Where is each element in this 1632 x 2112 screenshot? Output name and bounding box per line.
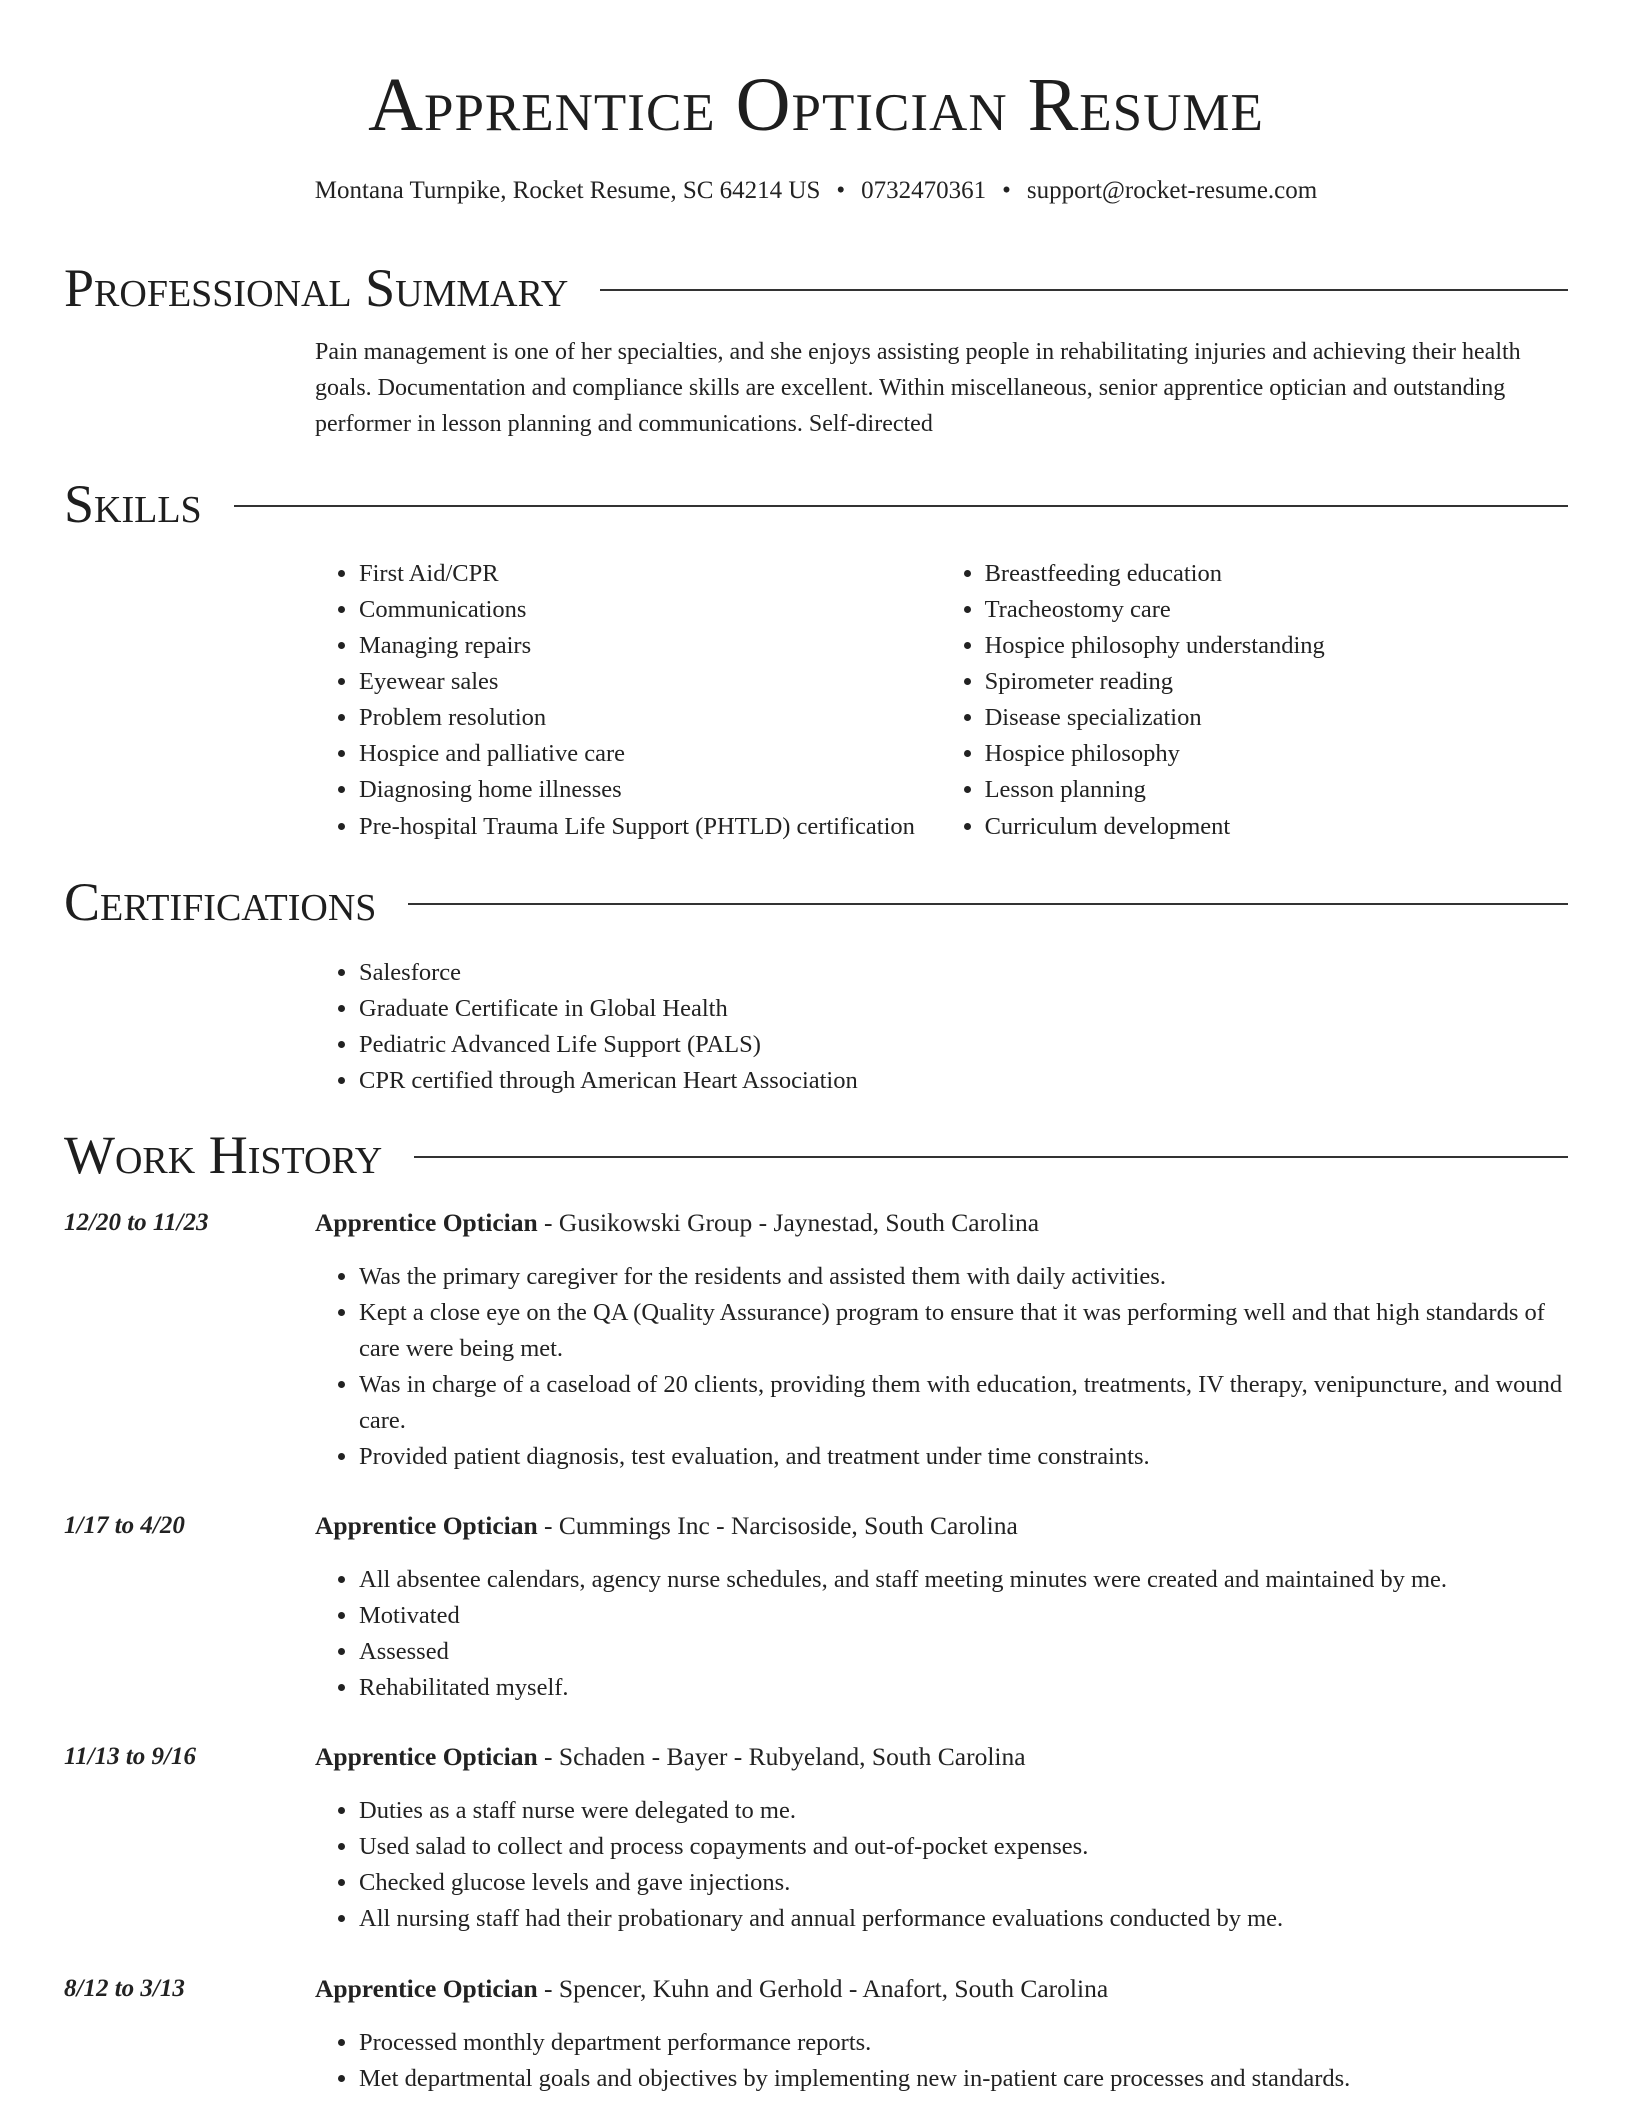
list-item: • Eyewear sales [359, 664, 941, 700]
list-item: • Hospice philosophy [985, 736, 1568, 772]
list-item: • Communications [359, 592, 941, 628]
work-bullets [315, 1562, 1568, 1706]
list-item: • Diagnosing home illnesses [359, 772, 941, 808]
list-item: • Curriculum development [985, 809, 1568, 845]
section-divider [234, 505, 1568, 507]
work-bullets [315, 2025, 1568, 2097]
list-item: • Processed monthly department performance reports. [359, 2025, 1568, 2061]
list-item: • Motivated [359, 1598, 1568, 1634]
list-item: • First Aid/CPR [359, 556, 941, 592]
list-item: • Was in charge of a caseload of 20 clients, providing them with education, treatments, IV therapy, venipuncture, and wound care. [359, 1367, 1568, 1439]
work-heading [315, 1508, 1568, 1544]
list-item: • Was the primary caregiver for the residents and assisted them with daily activities. [359, 1259, 1568, 1295]
section-divider [408, 903, 1568, 905]
list-item: • All nursing staff had their probationary and annual performance evaluations conducted by me. [359, 1901, 1568, 1937]
list-item: • Pre-hospital Trauma Life Support (PHTLD) certification [359, 809, 941, 845]
skills-list [315, 556, 1568, 845]
summary-section-header [64, 256, 1568, 320]
list-item: • Breastfeeding education [985, 556, 1568, 592]
job-employer: - Gusikowski Group - Jaynestad, South Carolina [537, 1208, 1040, 1237]
contact-email: support@rocket-resume.com [1026, 177, 1318, 204]
work-dates: 11/13 to 9/16 [64, 1743, 196, 1770]
job-employer: - Schaden - Bayer - Rubyeland, South Carolina [537, 1742, 1026, 1771]
skills-column-2 [941, 556, 1568, 845]
list-item: • Salesforce [359, 955, 1568, 991]
list-item: • Tracheostomy care [985, 592, 1568, 628]
job-title: Apprentice Optician [315, 1742, 538, 1771]
list-item: • All absentee calendars, agency nurse schedules, and staff meeting minutes were created and maintained by me. [359, 1562, 1568, 1598]
certifications-section-title: Certifications [64, 872, 377, 932]
list-item: • Pediatric Advanced Life Support (PALS) [359, 1027, 1568, 1063]
list-item: • Graduate Certificate in Global Health [359, 991, 1568, 1027]
work-dates: 12/20 to 11/23 [64, 1209, 209, 1236]
summary-text: Pain management is one of her specialties, and she enjoys assisting people in rehabilitating injuries and achieving their health goals. Documentation and compliance skills are excellent. Within miscellaneous, senior apprentice optician and outstanding performer in lesson planning and communications. Self-directed [315, 339, 1521, 437]
work-bullets [315, 1793, 1568, 1937]
work-section-header [64, 1123, 1568, 1187]
work-dates: 8/12 to 3/13 [64, 1975, 185, 2002]
list-item: • Managing repairs [359, 628, 941, 664]
work-heading [315, 1971, 1568, 2007]
summary-section-title: Professional Summary [64, 258, 569, 318]
list-item: • Met departmental goals and objectives by implementing new in-patient care processes and standards. [359, 2061, 1568, 2097]
contact-address: Montana Turnpike, Rocket Resume, SC 64214 US [314, 177, 821, 204]
list-item: • Provided patient diagnosis, test evaluation, and treatment under time constraints. [359, 1439, 1568, 1475]
work-bullets [315, 1259, 1568, 1475]
contact-separator: • [836, 177, 846, 204]
work-heading [315, 1205, 1568, 1241]
list-item: • Used salad to collect and process copayments and out-of-pocket expenses. [359, 1829, 1568, 1865]
skills-section-header [64, 472, 1568, 536]
contact-phone: 0732470361 [861, 177, 987, 204]
list-item: • Kept a close eye on the QA (Quality Assurance) program to ensure that it was performing well and that high standards of care were being met. [359, 1295, 1568, 1367]
list-item: • Lesson planning [985, 772, 1568, 808]
list-item: • Checked glucose levels and gave injections. [359, 1865, 1568, 1901]
list-item: • Disease specialization [985, 700, 1568, 736]
job-title: Apprentice Optician [315, 1511, 538, 1540]
list-item: • CPR certified through American Heart Association [359, 1063, 1568, 1099]
list-item: • Spirometer reading [985, 664, 1568, 700]
work-dates: 1/17 to 4/20 [64, 1512, 185, 1539]
work-heading [315, 1739, 1568, 1775]
section-divider [600, 289, 1568, 291]
skills-section-title: Skills [64, 474, 202, 534]
certifications-section-header [64, 870, 1568, 934]
list-item: • Hospice philosophy understanding [985, 628, 1568, 664]
job-employer: - Cummings Inc - Narcisoside, South Carolina [537, 1511, 1018, 1540]
list-item: • Assessed [359, 1634, 1568, 1670]
skills-column-1 [315, 556, 941, 845]
job-title: Apprentice Optician [315, 1208, 538, 1237]
list-item: • Problem resolution [359, 700, 941, 736]
job-title: Apprentice Optician [315, 1974, 538, 2003]
list-item: • Hospice and palliative care [359, 736, 941, 772]
contact-separator: • [1002, 177, 1011, 204]
list-item: • Rehabilitated myself. [359, 1670, 1568, 1706]
contact-line [0, 174, 1632, 208]
list-item: • Duties as a staff nurse were delegated to me. [359, 1793, 1568, 1829]
section-divider [414, 1156, 1568, 1158]
job-employer: - Spencer, Kuhn and Gerhold - Anafort, South Carolina [537, 1974, 1109, 2003]
resume-title: Apprentice Optician Resume [368, 63, 1264, 147]
certifications-list [315, 955, 1568, 1099]
work-section-title: Work History [64, 1125, 383, 1185]
